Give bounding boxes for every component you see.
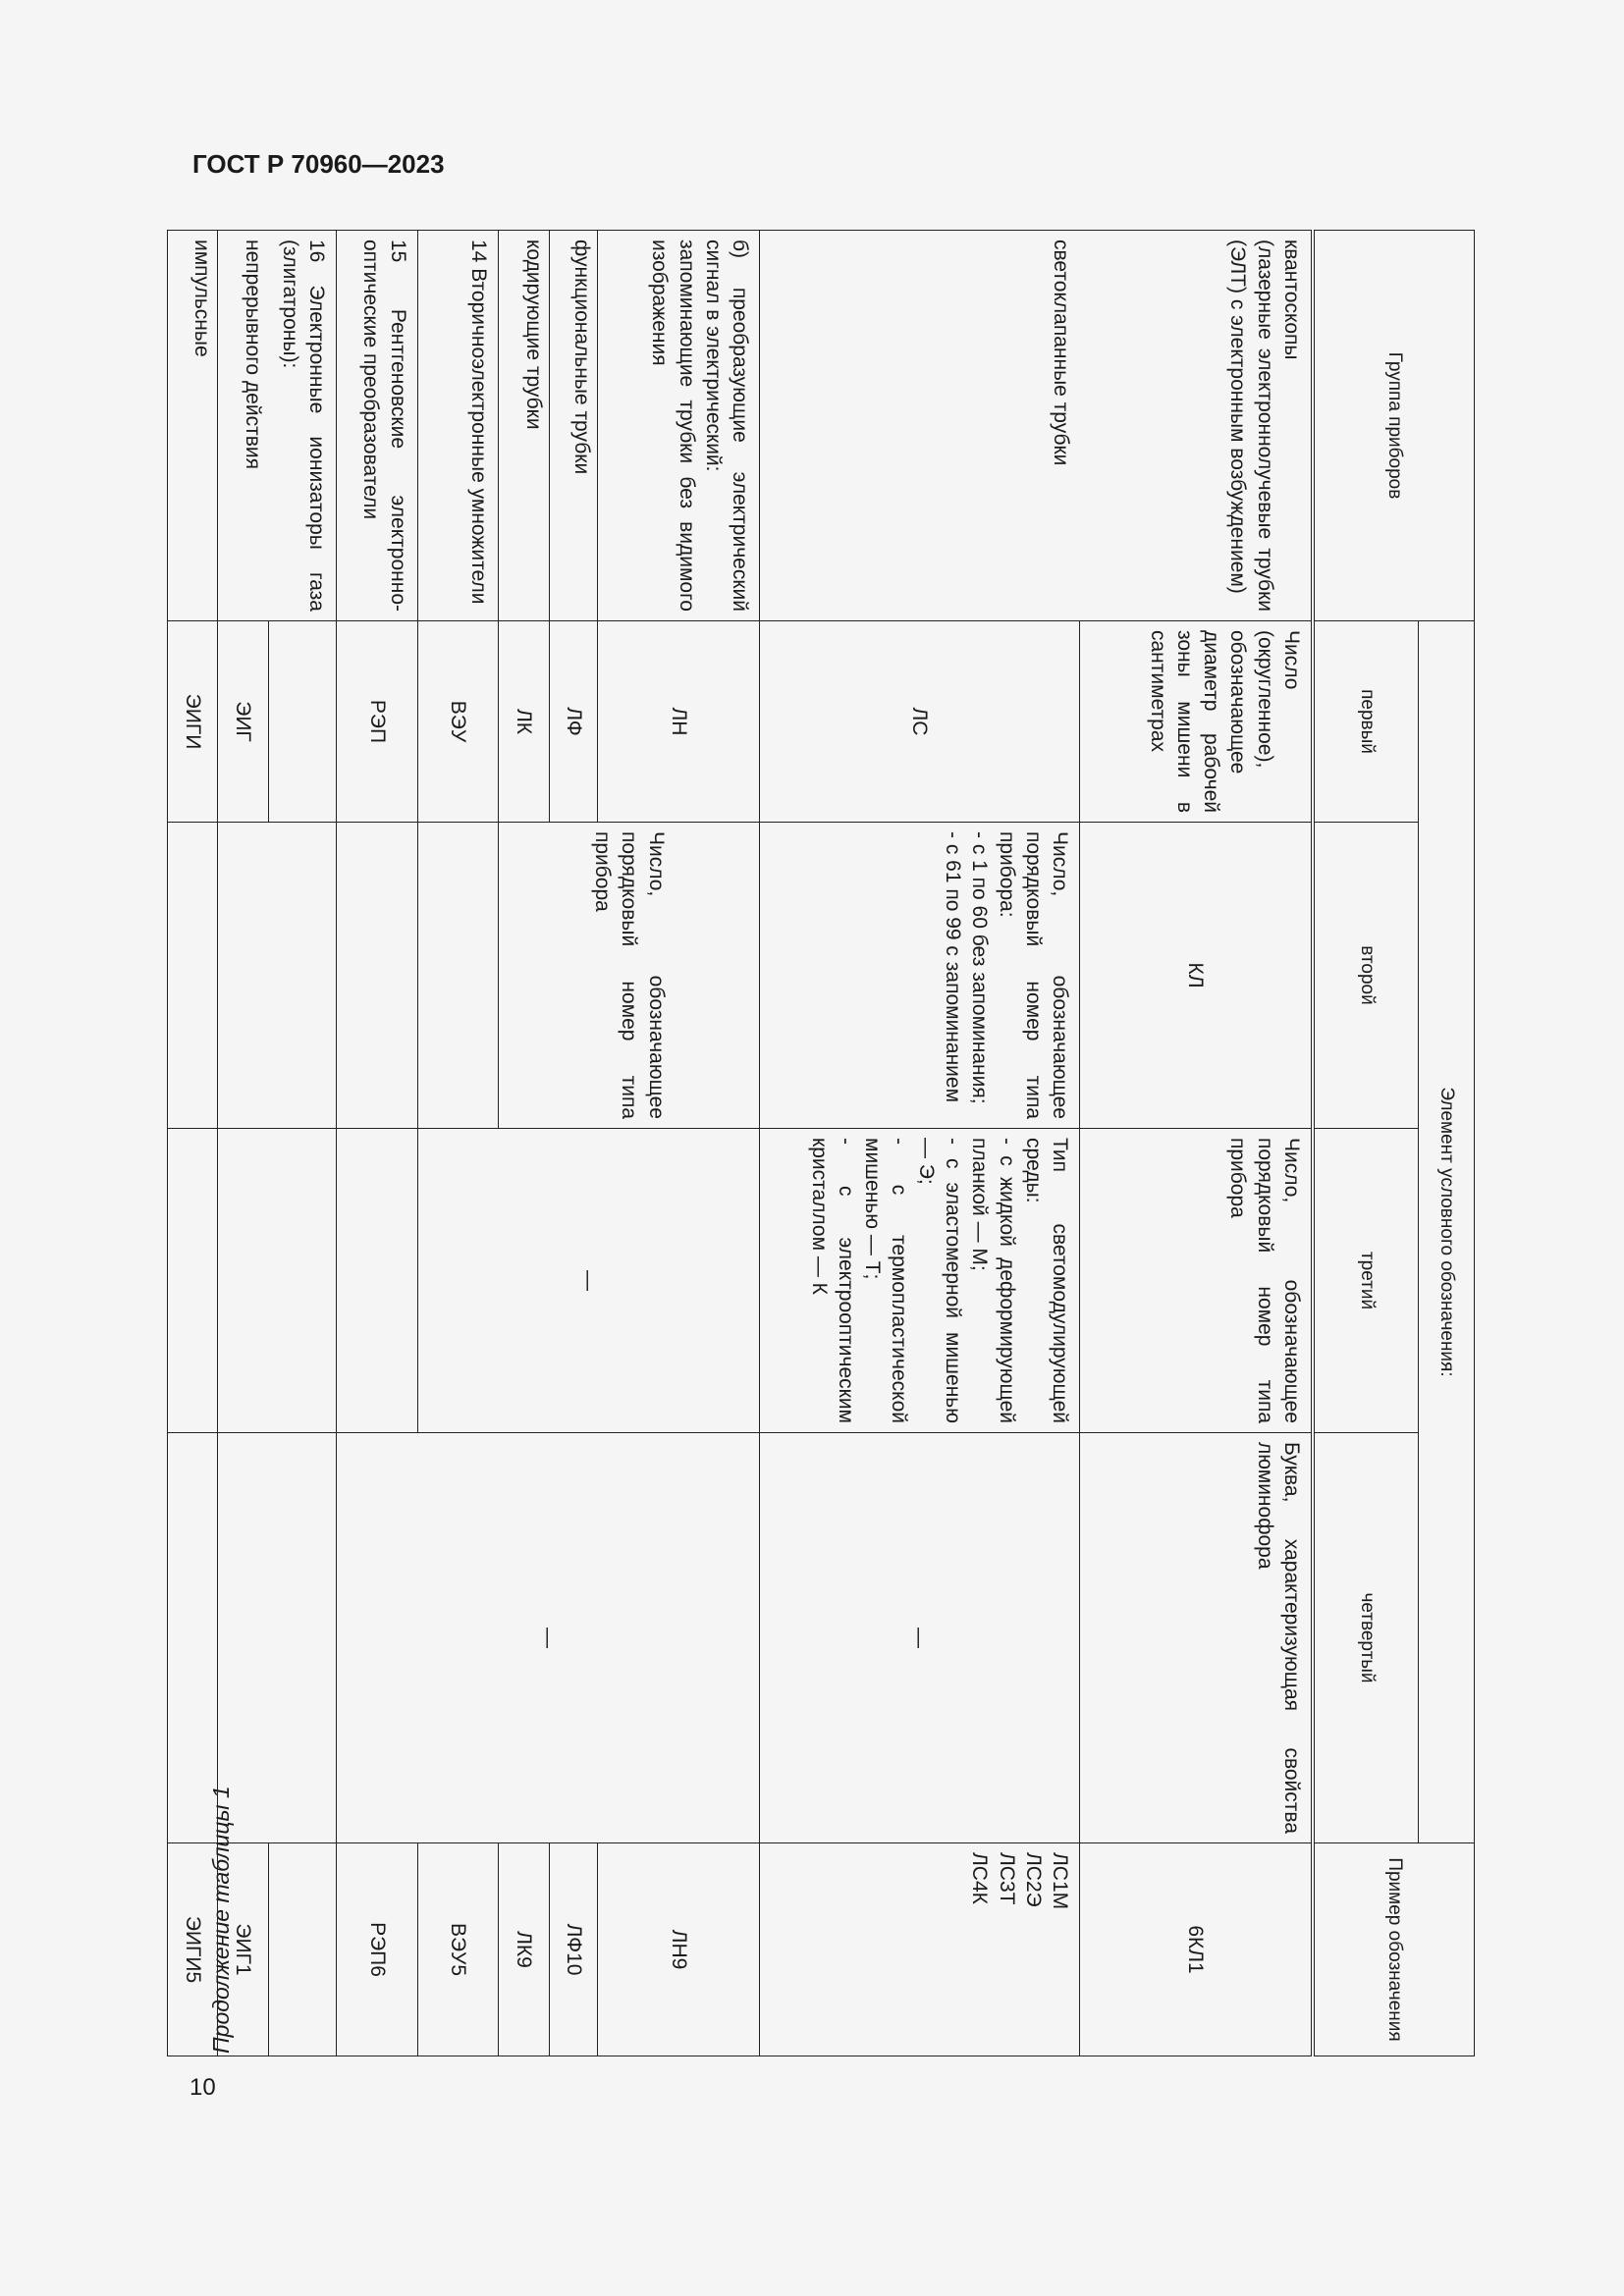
group-vtor: 14 Вторичноэлектронные умножители: [417, 231, 499, 621]
vtor-second-empty: [417, 823, 499, 1129]
vtor-first: ВЭУ: [417, 621, 499, 823]
preobr-fourth: —: [337, 1433, 760, 1843]
imp-first: ЭИГИ: [167, 621, 218, 823]
kod-example: ЛК9: [499, 1843, 550, 2056]
group-nepr: непрерывного действия: [218, 231, 269, 621]
header-example: Пример обозначения: [1313, 1843, 1475, 2056]
nepr-second-empty: [218, 823, 269, 1129]
group-imp: импульсные: [167, 231, 218, 621]
table-row: [167, 231, 218, 2056]
ioniz-fourth-empty: [268, 1433, 336, 1843]
header-group: Группа приборов: [1313, 231, 1475, 621]
group-preobr-sub: запоминающие трубки без видимого изображения: [648, 240, 698, 612]
vtor-example: ВЭУ5: [417, 1843, 499, 2056]
group-funk: функциональные трубки: [549, 231, 598, 621]
ioniz-second-empty: [268, 823, 336, 1129]
group-ioniz: 16 Электронные ионизаторы газа (злигатроны):: [268, 231, 336, 621]
table-row: [760, 231, 1080, 2056]
group-preobr: [598, 231, 760, 621]
preobr-first: ЛН: [598, 621, 760, 823]
group-kvantoskopy: [1080, 231, 1313, 621]
svetoklap-third: Тип светомодулирующей среды: - с жидкой деформирующей планкой — М; - с эластомерной мишенью — Э; - с термопластической мишенью — Т; - с электрооптическим кристаллом — К: [760, 1129, 1080, 1433]
header-second: второй: [1313, 823, 1419, 1129]
svetoklap-fourth: —: [760, 1433, 1080, 1843]
group-kvantoskopy-desc: (лазерные электроннолучевые трубки (ЭЛТ) с электронным возбуждением): [1226, 240, 1276, 612]
funk-first: ЛФ: [549, 621, 598, 823]
group-rentg: 15 Рентгеновские электронно-оптические преобразователи: [337, 231, 418, 621]
document-title: ГОСТ Р 70960—2023: [192, 149, 445, 179]
ioniz-first-empty: [268, 621, 336, 823]
kod-first: ЛК: [499, 621, 550, 823]
table-row: [598, 231, 760, 2056]
preobr-example: ЛН9: [598, 1843, 760, 2056]
table-caption: Продолжение таблицы 1: [208, 1786, 234, 2054]
nepr-third-empty: [218, 1129, 269, 1433]
nepr-fourth-empty: [218, 1433, 269, 1843]
kvant-fourth: Буква, характеризующая свойства люминофора: [1080, 1433, 1313, 1843]
imp-third-empty: [167, 1129, 218, 1433]
svetoklap-first: ЛС: [760, 621, 1080, 823]
kvant-third: Число, обозначающее порядковый номер типа прибора: [1080, 1129, 1313, 1433]
group-preobr-title: б) преобразующие электрический сигнал в электрический:: [701, 240, 752, 612]
kvant-second: КЛ: [1080, 823, 1313, 1129]
imp-fourth-empty: [167, 1433, 218, 1843]
group-kod: кодирующие трубки: [499, 231, 550, 621]
svetoklap-second: Число, обозначающее порядковый номер типа прибора: - с 1 по 60 без запоминания; - с 61 по 99 с запоминанием: [760, 823, 1080, 1129]
imp-example: ЭИГИ5: [167, 1843, 218, 2056]
table-row: [218, 231, 269, 2056]
page-number: 10: [189, 2074, 216, 2101]
nepr-first: ЭИГ: [218, 621, 269, 823]
rentg-second-empty: [337, 823, 418, 1129]
ioniz-example-empty: [268, 1843, 336, 2056]
rentg-example: РЭП6: [337, 1843, 418, 2056]
group-svetoklap: светоклапанные трубки: [760, 231, 1080, 621]
rentg-third-empty: [337, 1129, 418, 1433]
table-row: [268, 231, 336, 2056]
nepr-example: ЭИГ1: [218, 1843, 269, 2056]
svetoklap-example: ЛС1М ЛС2Э ЛС3Т ЛС4К: [760, 1843, 1080, 2056]
ioniz-third-empty: [268, 1129, 336, 1433]
table-header: [1313, 231, 1475, 2056]
imp-second-empty: [167, 823, 218, 1129]
preobr-second: Число, обозначающее порядковый номер типа прибора: [499, 823, 760, 1129]
header-first: первый: [1313, 621, 1419, 823]
designation-table: [167, 230, 1475, 2056]
kvant-example: 6КЛ1: [1080, 1843, 1313, 2056]
kvant-first: Число (округленное), обозначающее диаметр рабочей зоны мишени в сантиметрах: [1080, 621, 1313, 823]
funk-example: ЛФ10: [549, 1843, 598, 2056]
header-fourth: четвертый: [1313, 1433, 1419, 1843]
rentg-first: РЭП: [337, 621, 418, 823]
header-element: Элемент условного обозначения:: [1419, 621, 1475, 1843]
group-kvantoskopy-title: квантоскопы: [1280, 240, 1303, 360]
preobr-third: —: [417, 1129, 760, 1433]
table-row: [1080, 231, 1313, 2056]
header-third: третий: [1313, 1129, 1419, 1433]
